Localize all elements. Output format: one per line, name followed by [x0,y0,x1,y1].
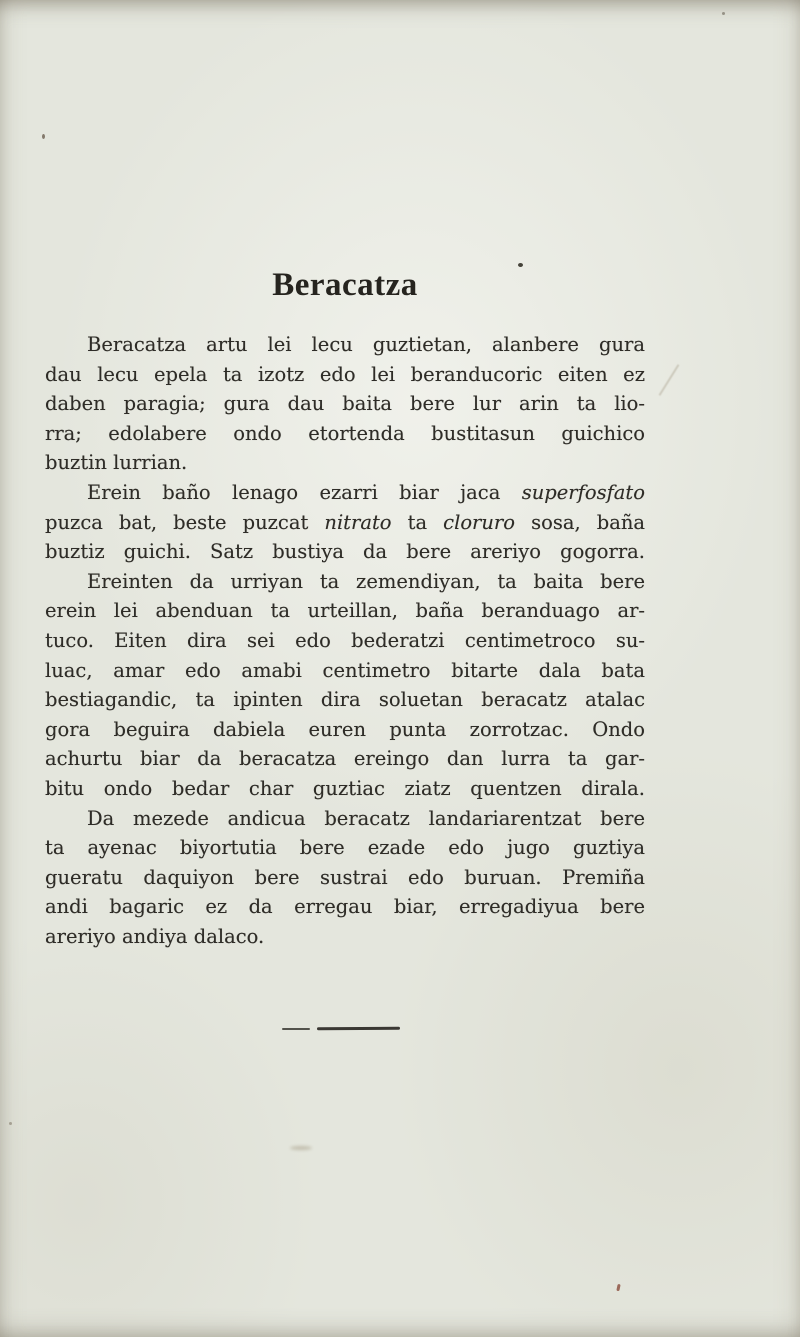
text-segment: ta ayenac biyortutia bere ezade edo jugo guztiya [45,836,645,860]
text-line [45,833,645,863]
text-line [45,656,645,686]
text-segment: bestiagandic, ta ipinten dira soluetan beracatz atalac [45,688,645,712]
text-line [45,360,645,390]
text-line [45,804,645,834]
text-line [45,922,645,952]
text-segment: daben paragia; gura dau baita bere lur arin ta lio- [45,392,645,416]
text-line [45,744,645,774]
text-line [45,863,645,893]
paper-speck [722,12,725,15]
text-line [45,508,645,538]
text-segment: achurtu biar da beracatza ereingo dan lurra ta gar- [45,747,645,771]
text-segment: buztiz guichi. Satz bustiya da bere areriyo gogorra. [45,540,645,564]
text-segment: rra; edolabere ondo etortenda bustitasun guichico [45,421,645,445]
text-segment: gueratu daquiyon bere sustrai edo buruan. Premiña [45,865,645,889]
text-segment: Ereinten da urriyan ta zemendiyan, ta baita bere [87,569,645,593]
paper-speck [616,1284,620,1291]
text-line [45,685,645,715]
section-divider [282,1026,402,1032]
text-line [45,626,645,656]
text-segment: puzca bat, beste puzcat [45,510,325,534]
page-title: Beracatza [272,267,418,303]
divider-long-rule [317,1027,400,1031]
text-segment: bitu ondo bedar char guztiac ziatz quentzen dirala. [45,776,645,800]
text-segment: Erein baño lenago ezarri biar jaca [87,480,522,504]
paper-speck [42,134,45,139]
text-line [45,567,645,597]
text-segment: ta [391,510,444,534]
text-line [45,892,645,922]
italic-term: nitrato [324,510,392,534]
divider-short-rule [282,1028,310,1030]
text-segment: andi bagaric ez da erregau biar, erregadiyua bere [45,895,645,919]
text-line [45,715,645,745]
text-block [45,330,645,951]
text-segment: Beracatza artu lei lecu guztietan, alanbere gura [87,333,645,356]
text-segment: luac, amar edo amabi centimetro bitarte dala bata [45,658,645,682]
text-segment: gora beguira dabiela euren punta zorrotzac. Ondo [45,717,645,741]
text-segment: dau lecu epela ta izotz edo lei beranducoric eiten ez [45,362,645,386]
text-segment: buztin lurrian. [45,451,188,475]
text-segment: sosa, baña [515,510,645,534]
text-segment: Da mezede andicua beracatz landariarentzat bere [87,806,645,830]
text-line [45,419,645,449]
text-line [45,389,645,419]
text-segment: erein lei abenduan ta urteillan, baña beranduago ar- [45,599,645,623]
text-line [45,537,645,567]
text-line [45,330,645,360]
text-segment: tuco. Eiten dira sei edo bederatzi centimetroco su- [45,628,645,652]
text-line [45,448,645,478]
text-line [45,774,645,804]
paper-speck [9,1122,12,1125]
italic-term: superfosfato [521,480,645,504]
text-line [45,596,645,626]
paper-scratch [659,364,680,396]
text-segment: areriyo andiya dalaco. [45,924,265,948]
italic-term: cloruro [443,510,515,534]
text-line [45,478,645,508]
paper-smudge [290,1146,312,1150]
